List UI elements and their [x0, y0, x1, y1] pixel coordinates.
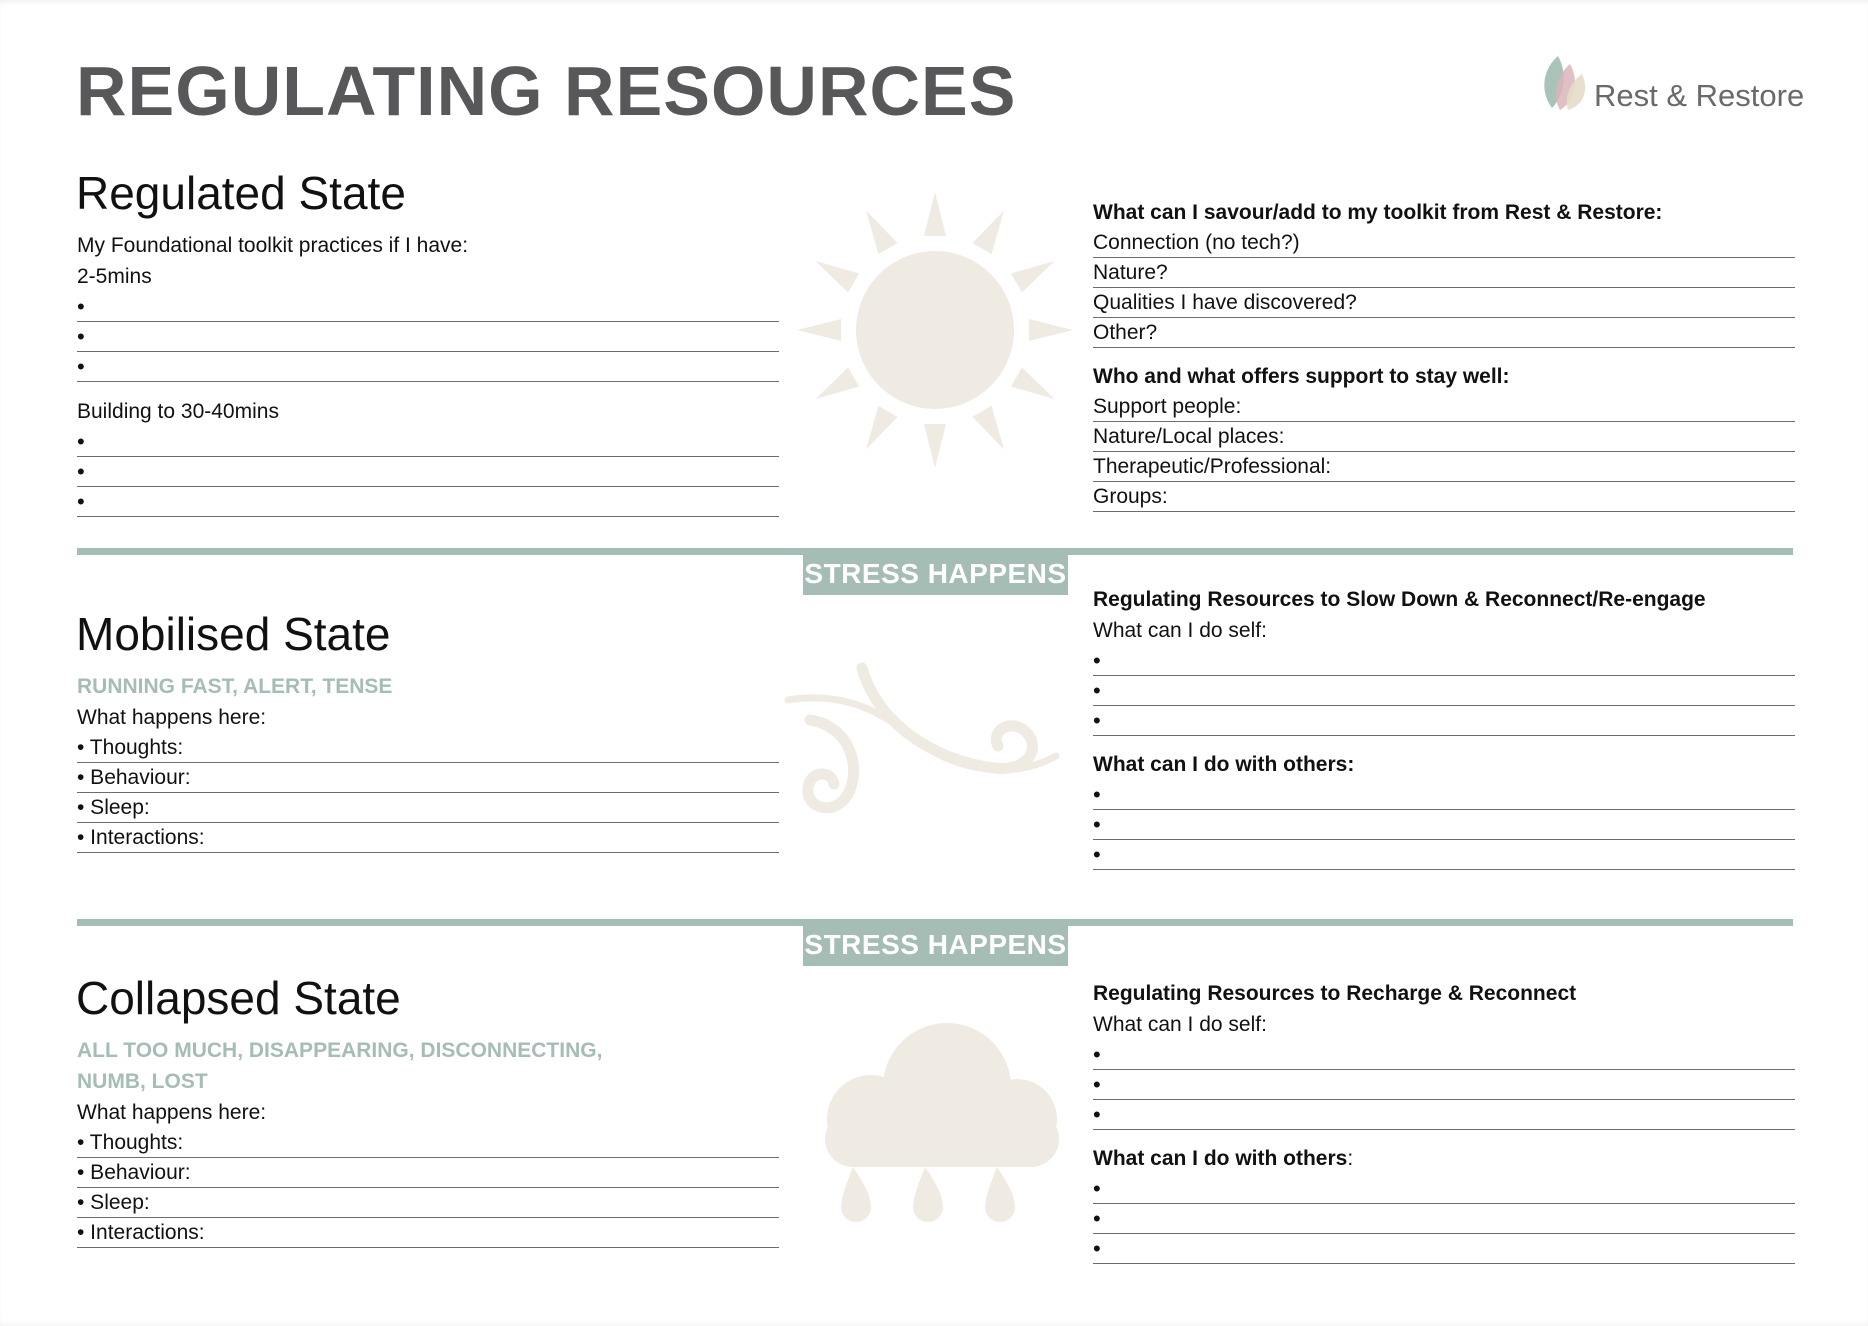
wind-icon — [780, 660, 1080, 830]
short-practice-line[interactable]: • — [77, 292, 779, 322]
support-line[interactable]: Groups: — [1093, 482, 1795, 512]
short-practice-line[interactable]: • — [77, 322, 779, 352]
do-with-others-line[interactable]: • — [1093, 840, 1795, 870]
mobilised-item-line[interactable]: • Sleep: — [77, 793, 779, 823]
lotus-leaf-icon — [1536, 52, 1596, 118]
do-self-line[interactable]: • — [1093, 706, 1795, 736]
do-self-line[interactable]: • — [1093, 1100, 1795, 1130]
mobilised-right-column — [1093, 584, 1795, 870]
do-self-label: What can I do self: — [1093, 619, 1267, 642]
collapsed-subtitle: NUMB, LOST — [77, 1070, 208, 1093]
mobilised-item-line[interactable]: • Behaviour: — [77, 763, 779, 793]
long-practice-line[interactable]: • — [77, 457, 779, 487]
rain-cloud-icon — [805, 1015, 1070, 1230]
do-with-others-heading: What can I do with others: — [1093, 753, 1355, 776]
do-with-others-line[interactable]: • — [1093, 1204, 1795, 1234]
collapsed-state-title: Collapsed State — [76, 972, 401, 1024]
do-self-label: What can I do self: — [1093, 1013, 1267, 1036]
collapsed-item-line[interactable]: • Behaviour: — [77, 1158, 779, 1188]
savour-line[interactable]: Connection (no tech?) — [1093, 228, 1795, 258]
do-self-line[interactable]: • — [1093, 1040, 1795, 1070]
regulated-left-column — [77, 230, 779, 517]
long-practice-line[interactable]: • — [77, 487, 779, 517]
mobilised-item-line[interactable]: • Interactions: — [77, 823, 779, 853]
do-self-line[interactable]: • — [1093, 676, 1795, 706]
short-practice-line[interactable]: • — [77, 352, 779, 382]
page-title: REGULATING RESOURCES — [76, 52, 1017, 130]
regulated-state-title: Regulated State — [76, 167, 406, 219]
collapsed-item-line[interactable]: • Interactions: — [77, 1218, 779, 1248]
stress-happens-band: STRESS HAPPENS — [803, 552, 1068, 595]
savour-line[interactable]: Other? — [1093, 318, 1795, 348]
what-happens-label: What happens here: — [77, 1101, 267, 1124]
do-with-others-line[interactable]: • — [1093, 810, 1795, 840]
mobilised-left-column — [77, 671, 779, 853]
do-with-others-heading: What can I do with others: — [1093, 1147, 1354, 1170]
mobilised-state-title: Mobilised State — [76, 608, 391, 660]
do-with-others-line[interactable]: • — [1093, 1174, 1795, 1204]
logo-text: Rest & Restore — [1594, 78, 1805, 113]
collapsed-item-line[interactable]: • Sleep: — [77, 1188, 779, 1218]
collapsed-resources-heading: Regulating Resources to Recharge & Reconnect — [1093, 982, 1577, 1005]
brand-logo — [1536, 52, 1805, 118]
do-with-others-line[interactable]: • — [1093, 780, 1795, 810]
do-with-others-line[interactable]: • — [1093, 1234, 1795, 1264]
stress-happens-band: STRESS HAPPENS — [803, 923, 1068, 966]
support-heading: Who and what offers support to stay well: — [1093, 365, 1510, 388]
support-line[interactable]: Support people: — [1093, 392, 1795, 422]
collapsed-right-column — [1093, 978, 1795, 1264]
mobilised-subtitle: RUNNING FAST, ALERT, TENSE — [77, 675, 393, 698]
savour-line[interactable]: Nature? — [1093, 258, 1795, 288]
savour-heading: What can I savour/add to my toolkit from Rest & Restore: — [1093, 201, 1663, 224]
short-practice-label: 2-5mins — [77, 265, 152, 288]
regulated-right-column — [1093, 197, 1795, 512]
long-practice-label: Building to 30-40mins — [77, 400, 279, 423]
what-happens-label: What happens here: — [77, 706, 267, 729]
support-line[interactable]: Therapeutic/Professional: — [1093, 452, 1795, 482]
do-self-line[interactable]: • — [1093, 1070, 1795, 1100]
mobilised-resources-heading: Regulating Resources to Slow Down & Reconnect/Re-engage — [1093, 588, 1706, 611]
support-line[interactable]: Nature/Local places: — [1093, 422, 1795, 452]
collapsed-left-column — [77, 1035, 779, 1248]
sun-icon — [795, 190, 1075, 470]
long-practice-line[interactable]: • — [77, 427, 779, 457]
regulated-intro: My Foundational toolkit practices if I have: — [77, 234, 469, 257]
mobilised-item-line[interactable]: • Thoughts: — [77, 733, 779, 763]
savour-line[interactable]: Qualities I have discovered? — [1093, 288, 1795, 318]
collapsed-item-line[interactable]: • Thoughts: — [77, 1128, 779, 1158]
do-self-line[interactable]: • — [1093, 646, 1795, 676]
collapsed-subtitle: ALL TOO MUCH, DISAPPEARING, DISCONNECTING, — [77, 1039, 603, 1062]
